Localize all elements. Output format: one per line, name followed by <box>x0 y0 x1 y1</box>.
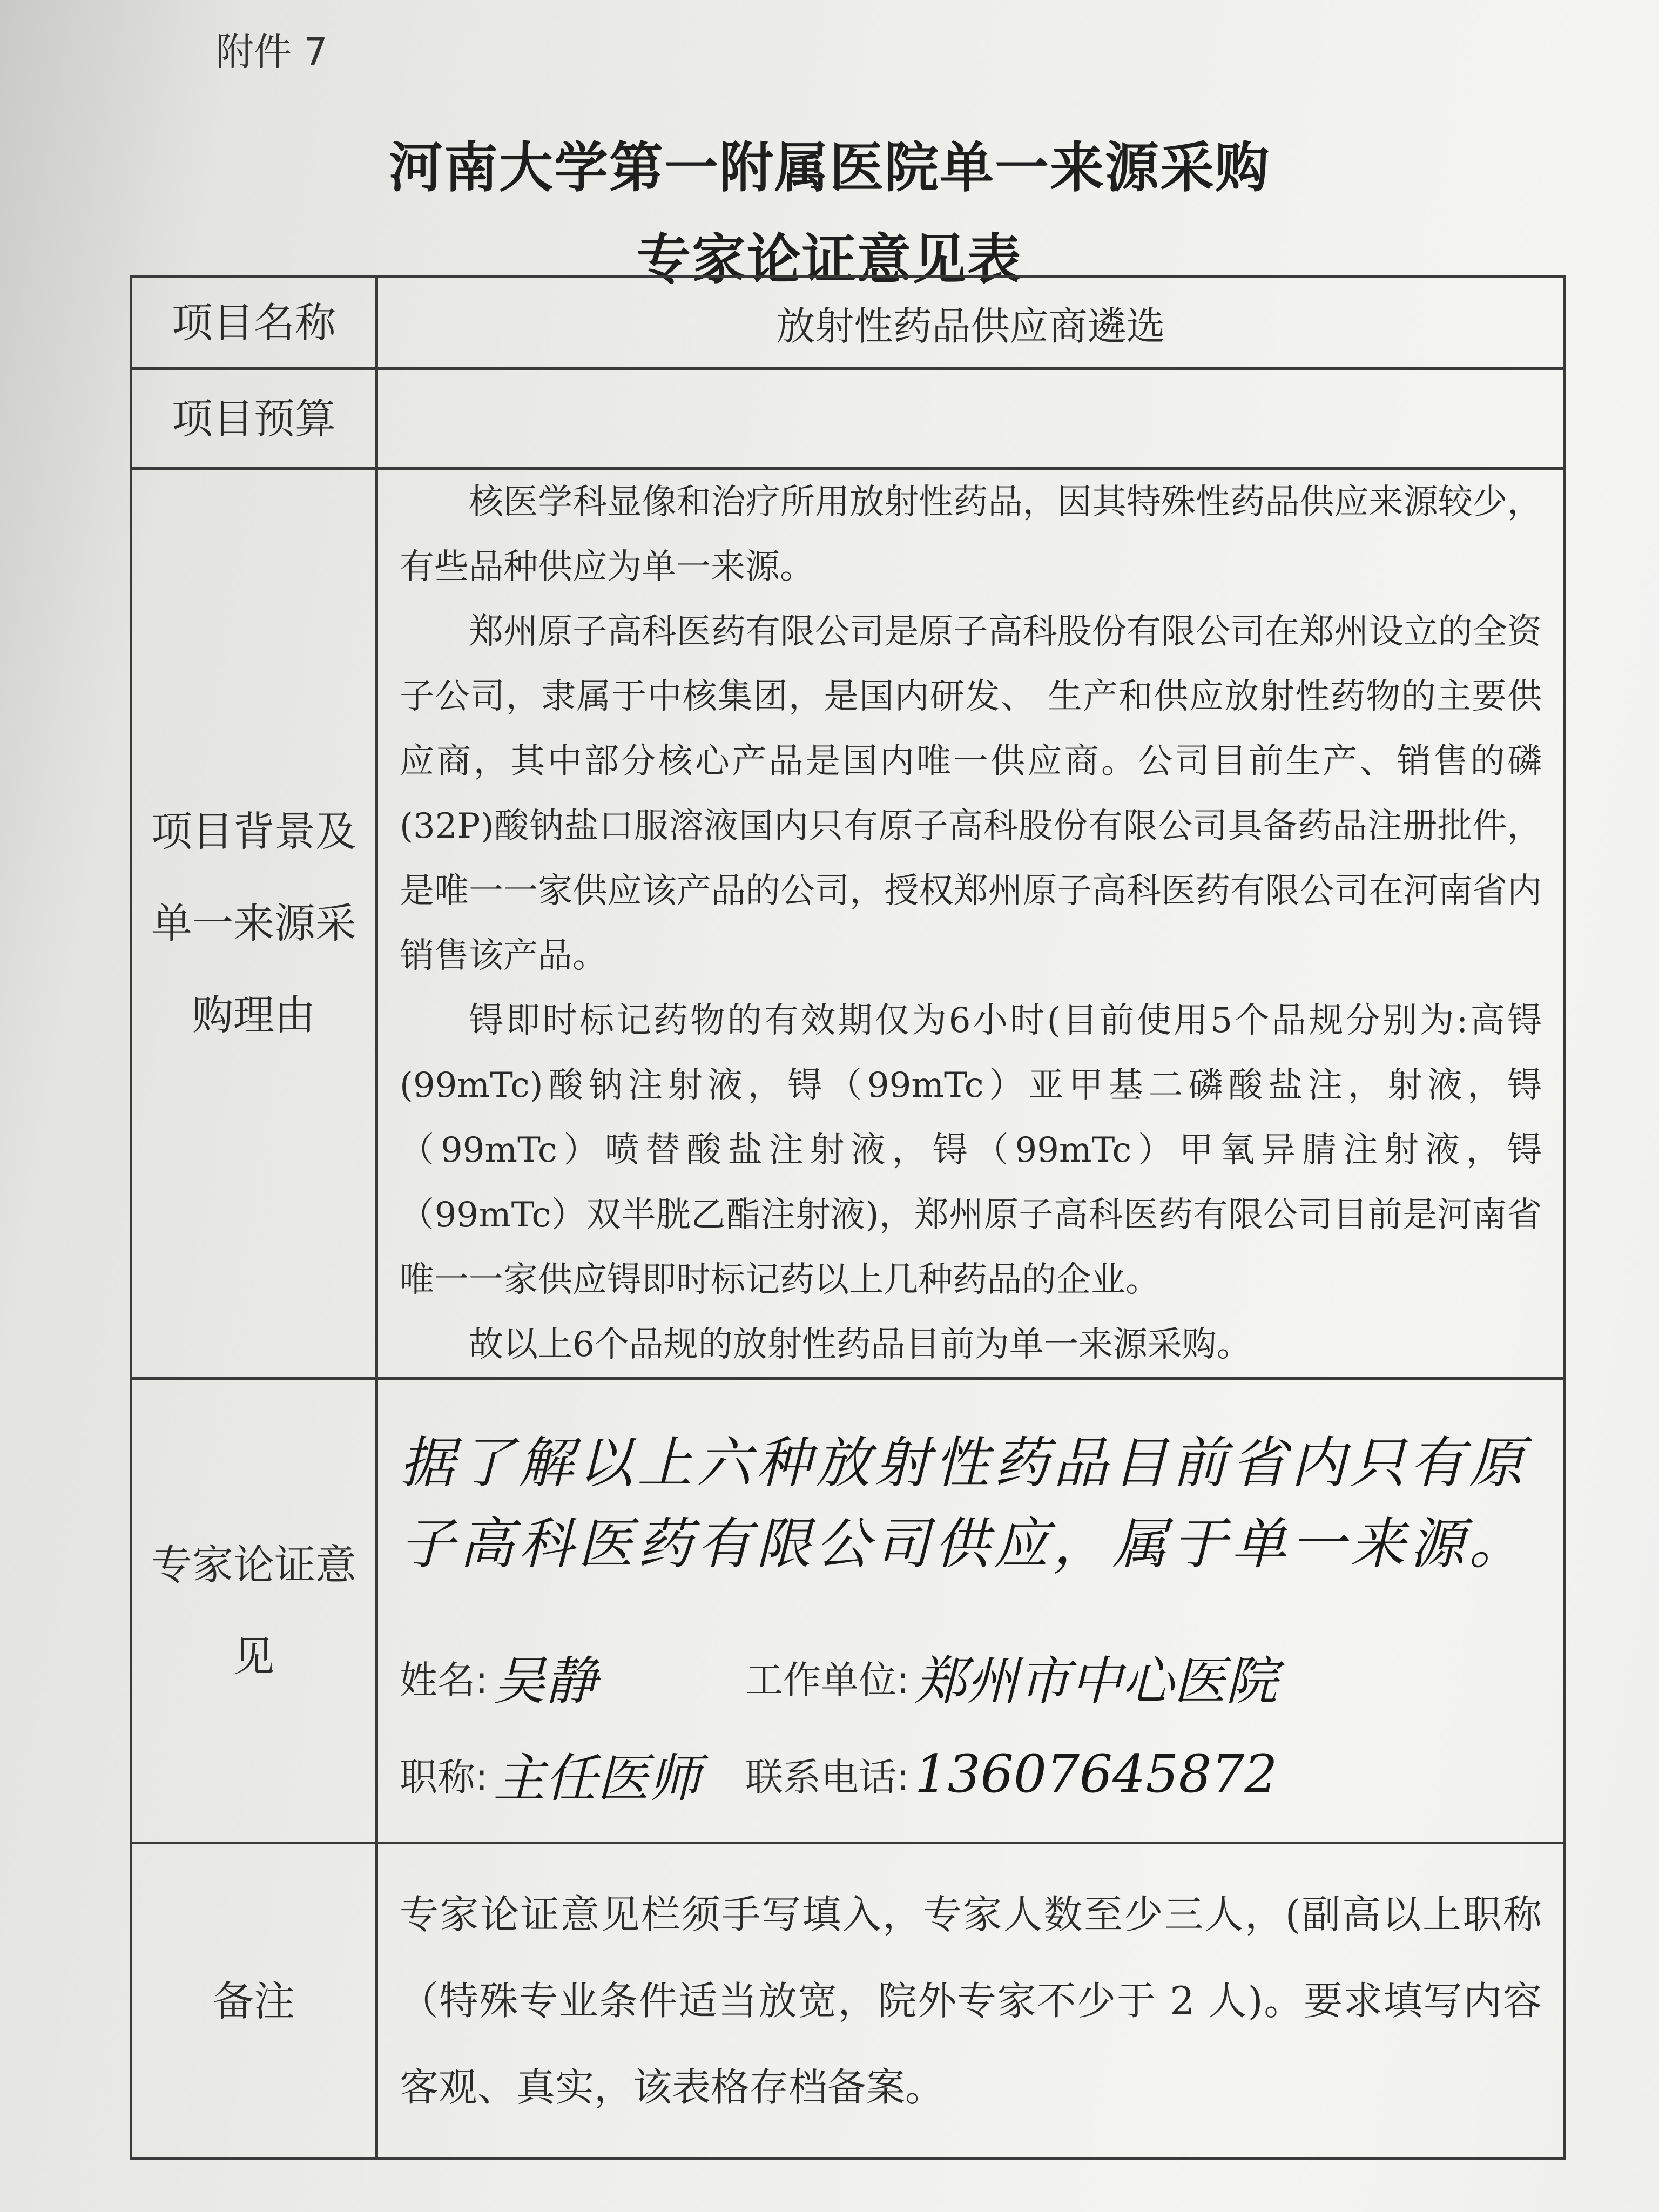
unit-value: 郑州市中心医院 <box>914 1650 1278 1711</box>
opinion-form-table <box>130 275 1566 2160</box>
row-background <box>131 469 1565 1379</box>
row-project-name <box>131 277 1565 369</box>
remarks-text: 专家论证意见栏须手写填入，专家人数至少三人，(副高以上职称（特殊专业条件适当放宽，院外专家不少于 2 人)。要求填写内容客观、真实，该表格存档备案。 <box>400 1892 1542 2110</box>
background-paragraph-1: 核医学科显像和治疗所用放射性药品，因其特殊性药品供应来源较少，有些品种供应为单一来源。 <box>400 482 1542 587</box>
label-expert-opinion: 专家论证意见 <box>131 1379 377 1843</box>
background-paragraph-3: 锝即时标记药物的有效期仅为6小时(目前使用5个品规分别为:高锝(99mTc)酸钠注射液，锝（99mTc）亚甲基二磷酸盐注，射液，锝（99mTc）喷替酸盐注射液，锝（99mTc）甲氧异腈注射液，锝（99mTc）双半胱乙酯注射液)，郑州原子高科医药有限公司目前是河南省唯一一家供应锝即时标记药以上几种药品的企业。 <box>400 1001 1542 1300</box>
row-expert-opinion <box>131 1379 1565 1843</box>
label-remarks: 备注 <box>131 1843 377 2159</box>
handwritten-opinion: 据了解以上六种放射性药品目前省内只有原子高科医药有限公司供应，属于单一来源。 <box>400 1431 1528 1576</box>
title-value: 主任医师 <box>493 1748 701 1809</box>
row-project-budget <box>131 369 1565 469</box>
name-label: 姓名: <box>400 1657 488 1702</box>
label-background: 项目背景及单一来源采购理由 <box>131 469 377 1379</box>
background-text <box>377 469 1565 1379</box>
unit-field <box>745 1640 1278 1714</box>
value-project-name: 放射性药品供应商遴选 <box>377 277 1565 369</box>
name-field <box>400 1640 745 1714</box>
name-value: 吴静 <box>493 1650 597 1711</box>
phone-label: 联系电话: <box>745 1755 909 1799</box>
unit-label: 工作单位: <box>745 1657 909 1702</box>
label-project-name: 项目名称 <box>131 277 377 369</box>
remarks-cell <box>377 1843 1565 2159</box>
title-field <box>400 1737 745 1811</box>
signature-row-2 <box>400 1731 1542 1817</box>
value-project-budget <box>377 369 1565 469</box>
title-label: 职称: <box>400 1755 488 1799</box>
background-paragraph-2: 郑州原子高科医药有限公司是原子高科股份有限公司在郑州设立的全资子公司，隶属于中核集团，是国内研发、 生产和供应放射性药物的主要供应商，其中部分核心产品是国内唯一供应商。公司目前生产、销售的磷(32P)酸钠盐口服溶液国内只有原子高科股份有限公司具备药品注册批件，是唯一一家供应该产品的公司，授权郑州原子高科医药有限公司在河南省内销售该产品。 <box>400 612 1542 976</box>
form-subtitle: 专家论证意见表 <box>637 228 1022 291</box>
phone-field <box>745 1744 1277 1804</box>
background-paragraph-4: 故以上6个品规的放射性药品目前为单一来源采购。 <box>469 1325 1251 1365</box>
attachment-label: 附件 7 <box>216 30 328 74</box>
label-project-budget: 项目预算 <box>131 369 377 469</box>
signature-row-1 <box>400 1634 1542 1720</box>
phone-value: 13607645872 <box>914 1744 1278 1804</box>
row-remarks <box>131 1843 1565 2159</box>
expert-opinion-cell <box>377 1379 1565 1843</box>
form-title: 河南大学第一附属医院单一来源采购 <box>389 136 1270 199</box>
